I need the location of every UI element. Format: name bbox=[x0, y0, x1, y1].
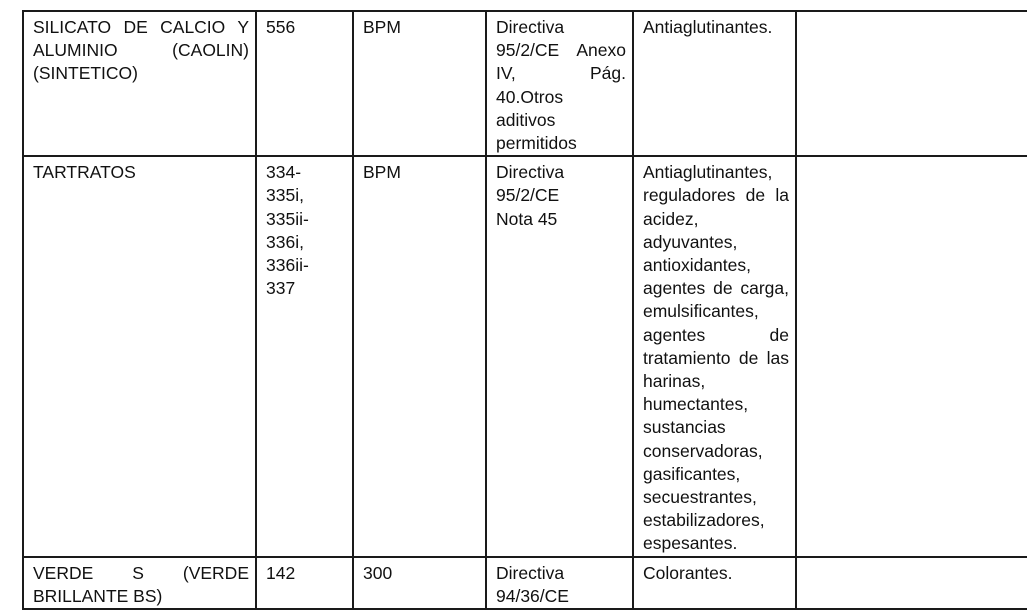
function-line: emulsificantes, bbox=[643, 301, 759, 322]
function-line: secuestrantes, bbox=[643, 487, 757, 508]
reference-line: 95/2/CE Anexo bbox=[496, 40, 626, 61]
function-line: acidez, bbox=[643, 208, 699, 229]
function-line: estabilizadores, bbox=[643, 510, 765, 531]
additive-name-line: BRILLANTE BS) bbox=[33, 585, 163, 606]
reference-cell bbox=[486, 156, 633, 556]
function-line: gasificantes, bbox=[643, 463, 741, 484]
reference-line: 40.Otros aditivos bbox=[496, 86, 564, 130]
function-line: espesantes. bbox=[643, 533, 738, 554]
ins-number: 142 bbox=[266, 562, 296, 583]
function-line: Antiaglutinantes, bbox=[643, 162, 773, 183]
table-row bbox=[23, 156, 1027, 556]
table-row bbox=[23, 557, 1027, 609]
empty-cell bbox=[796, 557, 1027, 609]
ins-number: 337 bbox=[266, 278, 296, 299]
function-line: antioxidantes, bbox=[643, 255, 751, 276]
additive-name-line: VERDE S (VERDE bbox=[33, 562, 249, 583]
ins-number-cell bbox=[256, 156, 353, 556]
function-line: agentes de carga, bbox=[643, 278, 789, 299]
ins-number: 336ii- bbox=[266, 255, 309, 276]
reference-cell bbox=[486, 11, 633, 156]
ins-number: 335i, bbox=[266, 185, 304, 206]
max-dose: 300 bbox=[363, 562, 393, 583]
reference-line: 95/2/CE bbox=[496, 185, 560, 206]
function-line: harinas, bbox=[643, 371, 706, 392]
additive-name-cell bbox=[23, 557, 256, 609]
table-row bbox=[23, 11, 1027, 156]
ins-number-cell bbox=[256, 557, 353, 609]
reference-line: Nota 45 bbox=[496, 208, 558, 229]
reference-line: Directiva bbox=[496, 162, 565, 183]
ins-number: 336i, bbox=[266, 231, 304, 252]
function-line: Antiaglutinantes. bbox=[643, 17, 773, 37]
ins-number-cell bbox=[256, 11, 353, 156]
max-dose-cell bbox=[353, 156, 486, 556]
max-dose: BPM bbox=[363, 17, 401, 37]
max-dose-cell bbox=[353, 11, 486, 156]
additive-name-cell bbox=[23, 11, 256, 156]
reference-line: IV, Pág. bbox=[496, 63, 626, 84]
function-cell bbox=[633, 557, 796, 609]
ins-number: 556 bbox=[266, 17, 296, 37]
function-cell bbox=[633, 11, 796, 156]
function-line: tratamiento de las bbox=[643, 347, 789, 368]
ins-number: 335ii- bbox=[266, 208, 309, 229]
empty-cell bbox=[796, 11, 1027, 156]
function-cell bbox=[633, 156, 796, 556]
function-line: Colorantes. bbox=[643, 562, 733, 583]
function-line: conservadoras, bbox=[643, 440, 763, 461]
reference-line: permitidos bbox=[496, 133, 577, 154]
ins-number: 334- bbox=[266, 162, 302, 183]
function-line: humectantes, bbox=[643, 394, 749, 415]
reference-line: 94/36/CE bbox=[496, 585, 569, 606]
max-dose: BPM bbox=[363, 162, 401, 183]
function-line: agentes de bbox=[643, 324, 789, 345]
additive-name-line: SILICATO DE CALCIO Y bbox=[33, 17, 249, 37]
reference-line: Directiva bbox=[496, 562, 565, 583]
additive-name-line: ALUMINIO (CAOLIN) bbox=[33, 40, 249, 61]
function-line: sustancias bbox=[643, 417, 726, 438]
function-line: adyuvantes, bbox=[643, 231, 738, 252]
additive-name-line: (SINTETICO) bbox=[33, 63, 138, 84]
reference-line: Directiva bbox=[496, 17, 565, 37]
additive-name-cell bbox=[23, 156, 256, 556]
additives-table bbox=[22, 10, 1027, 610]
empty-cell bbox=[796, 156, 1027, 556]
additive-name-line: TARTRATOS bbox=[33, 162, 136, 183]
function-line: reguladores de la bbox=[643, 185, 789, 206]
reference-cell bbox=[486, 557, 633, 609]
max-dose-cell bbox=[353, 557, 486, 609]
